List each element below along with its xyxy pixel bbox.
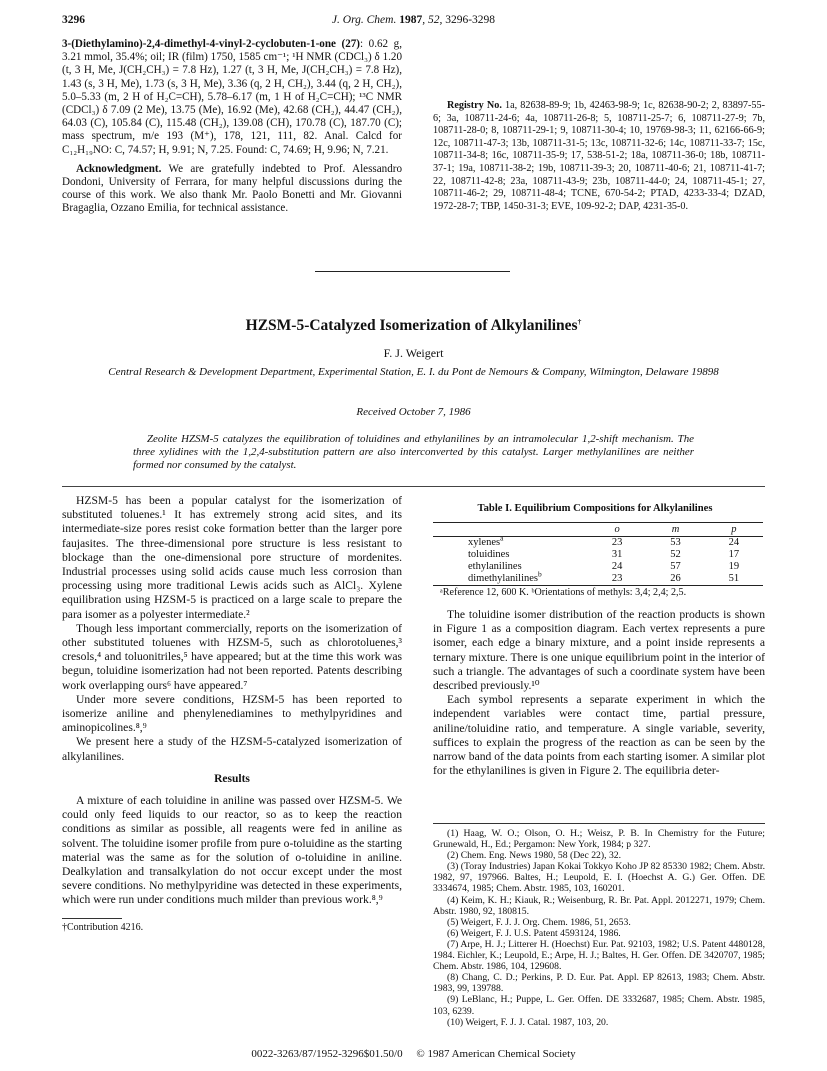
references-rule	[433, 823, 765, 824]
table-footnote: ᵃReference 12, 600 K. ᵇOrientations of methyls: 3,4; 2,4; 2,5.	[440, 587, 687, 598]
reference-item: (7) Arpe, H. J.; Litterer H. (Hoechst) Eur. Pat. 92103, 1982; U.S. Patent 4480128, 1984. Eichler, K.; Leupold, E.; Arpe, H. J.; Baltes, H. Ger. Offen. DE 3420707, 1985; Chem. Abstr. 1986, 104, 129608.	[433, 938, 765, 973]
equilibrium-table	[433, 522, 763, 586]
reference-item: (10) Weigert, F. J. J. Catal. 1987, 103, 20.	[447, 1016, 609, 1028]
abstract-divider	[62, 486, 765, 487]
reference-item: (4) Keim, K. H.; Kiauk, R.; Weisenburg, R. Br. Pat. Appl. 2012271, 1979; Chem. Abstr. 1980, 92, 180815.	[433, 894, 765, 917]
reference-item: (9) LeBlanc, H.; Puppe, L. Ger. Offen. DE 3332687, 1985; Chem. Abstr. 1985, 103, 6239.	[433, 994, 765, 1017]
footnote-rule	[62, 918, 122, 919]
table-row: toluidines 31 52 17	[468, 549, 740, 560]
paragraph-4: We present here a study of the HZSM-5-catalyzed isomerization of alkylanilines.	[62, 735, 402, 763]
copyright: © 1987 American Chemical Society	[416, 1048, 576, 1060]
page-footer	[0, 1048, 827, 1060]
compound-characterization: 3-(Diethylamino)-2,4-dimethyl-4-vinyl-2-cyclobuten-1-one (27): 0.62 g, 3.21 mmol, 35.4%; oil; IR (film) 1750, 1585 cm⁻¹; ¹H NMR (CDCl₃) δ 1.20 (t, 3 H, Me, J(CH₂CH₃) = 7.8 Hz), 1.27 (t, 3 H, Me, J(CH₂CH₃) = 7.8 Hz), 1.43 (s, 3 H, Me), 1.73 (s, 3 H, Me), 3.36 (q, 2 H, CH₂), 3.44 (q, 2 H, CH₂), 5.0–5.33 (m, 2 H of H₂C=CH), 5.78–6.17 (m, 1 H of H₂C=CH); ¹³C NMR (CDCl₃) δ 7.09 (2 Me), 13.75 (Me), 16.92 (Me), 42.68 (CH₂), 44.47 (CH₂), 64.03 (C), 105.84 (C), 115.48 (CH₂), 139.08 (CH), 170.78 (C), 187.70 (C); mass spectrum, m/e 193 (M⁺), 178, 121, 111, 82. Anal. Calcd for C₁₂H₁₉NO: C, 74.57; H, 9.91; N, 7.25. Found: C, 74.69; H, 9.96; N, 7.21.	[62, 38, 402, 156]
registry-numbers: Registry No. 1a, 82638-89-9; 1b, 42463-98-9; 1c, 82638-90-2; 2, 83897-55-6; 3a, 108711-24-6; 4a, 108711-26-8; 5, 108711-25-7; 6, 108711-27-9; 7b, 108711-28-0; 8, 108711-29-1; 9, 108711-30-4; 10, 19769-98-3; 11, 62166-66-9; 12c, 108711-47-3; 13b, 108711-31-5; 13c, 108711-32-6; 14c, 108711-33-7; 15c, 108711-34-8; 16c, 108711-35-9; 17, 538-51-2; 18a, 108711-36-0; 18b, 108711-37-1; 19a, 108711-38-2; 19b, 108711-39-3; 20, 108711-40-6; 21, 108711-41-7; 22, 108711-42-8; 23a, 108711-43-9; 23b, 108711-44-0; 24, 108711-45-1; 27, 108711-46-2; 29, 108711-48-4; TCNE, 670-54-2; PTAD, 4233-33-4; DZAD, 1972-28-7; TBP, 1450-31-3; EVE, 109-92-2; DAP, 4231-35-0.	[433, 100, 765, 212]
journal-citation: J. Org. Chem. 1987, 52, 3296-3298	[331, 14, 496, 26]
footnote-contribution: †Contribution 4216.	[62, 921, 144, 933]
reference-item: (3) (Toray Industries) Japan Kokai Tokkyo Koho JP 82 85330 1982; Chem. Abstr. 1982, 97, 197966. Baltes, H.; Leupold, E. I. (Hoechst A. G.) Ger. Offen. DE 3334674, 1985; Chem. Abstr. 1985, 103, 160201.	[433, 861, 765, 895]
paragraph-3: Under more severe conditions, HZSM-5 has been reported to isomerize aniline and phenylenediamines to methylpyridines and aminopicolines.⁸,⁹	[62, 692, 402, 735]
paragraph-symbols: Each symbol represents a separate experiment in which the independent variables were contact time, partial pressure, aniline/toluidine ratio, and temperature. A single variable, severity, suffices to explain the progress of the reaction as can be seen by the narrow band of the data points from each starting isomer. A similar plot for the ethylanilines is given in Figure 2. The equilibria deter-	[433, 693, 765, 778]
acknowledgment-text: We are gratefully indebted to Prof. Alessandro Dondoni, University of Ferrara, for many helpful discussions during the course of this work. We also thank Mr. Paolo Bonetti and Mr. Giovanni Bragaglia, Ozzano Emilia, for technical assistance.	[62, 162, 402, 215]
col-header-p: p	[705, 523, 763, 537]
reference-item: (8) Chang, C. D.; Perkins, P. D. Eur. Pat. Appl. EP 82613, 1983; Chem. Abstr. 1983, 99, 139788.	[433, 972, 765, 995]
col-header-m: m	[646, 523, 704, 537]
paragraph-intro: HZSM-5 has been a popular catalyst for the isomerization of substituted toluenes.¹ It has extremely strong acid sites, and its intermediate-size pores resist coke formation better than the larger pore faujasites. The three-dimensional pore structure is less resistant to blockage than the one-dimensional pore structure of mordenites. Industrial processes using solid acids cause much less corrosion than processing using more traditional Lewis acids such as AlCl₃. Xylene equilibration using HZSM-5 is practiced on a large scale to prepare the para isomer as a polyester intermediate.²	[62, 494, 402, 621]
prev-article-left	[62, 38, 402, 216]
paragraph-results: A mixture of each toluidine in aniline was passed over HZSM-5. We could only feed liquids to our reactor, so as to keep the reaction conditions as similar as possible, all reagents were fed in aniline as solvent. The toluidine isomer profile from pure o-toluidine as the starting material was the same as for the solution of o-toluidine in aniline. Dealkylation and transalkylation do not occur except under the most severe conditions. No methylpyridine was detected in these experiments, which were run under conditions much milder than previous work.⁸,⁹	[62, 794, 402, 907]
table-row: xylenes$^a$ 23 53 24	[468, 533, 740, 548]
affiliation: Central Research & Development Department, Experimental Station, E. I. du Pont de Nemours & Company, Wilmington, Delaware 19898	[108, 366, 719, 378]
paragraph-2: Though less important commercially, reports on the isomerization of other substituted toluenes with HZSM-5, such as chlorotoluenes,³ cresols,⁴ and toluonitriles,⁵ have appeared; but at the time this work was begun, toluidine isomerization had not been reported. Patents describing work overlapping ours⁶ have appeared.⁷	[62, 621, 402, 692]
received-date: Received October 7, 1986	[356, 406, 471, 418]
main-right-column	[433, 608, 765, 778]
paragraph-composition: The toluidine isomer distribution of the reaction products is shown in Figure 1 as a composition diagram. Each vertex represents a pure isomer, each edge a binary mixture, and a point inside represents a ternary mixture. There is one unique equilibrium point in the interior of such a triangle. The advantages of such a coordinate system have been described previously.¹⁰	[433, 608, 765, 693]
article-code: 0022-3263/87/1952-3296$01.50/0	[251, 1048, 403, 1060]
table-row: ethylanilines 24 57 19	[468, 561, 740, 572]
reference-item: (1) Haag, W. O.; Olson, O. H.; Weisz, P. B. In Chemistry for the Future; Grunewald, H., Ed.; Pergamon: New York, 1984; p 327.	[433, 828, 765, 851]
reference-item: (2) Chem. Eng. News 1980, 58 (Dec 22), 32.	[447, 850, 622, 862]
acknowledgment: Acknowledgment. We are gratefully indebted to Prof. Alessandro Dondoni, University of Ferrara, for many helpful discussions during the course of this work. We also thank Mr. Paolo Bonetti and Mr. Giovanni Bragaglia, Ozzano Emilia, for technical assistance.	[62, 162, 402, 215]
author: F. J. Weigert	[383, 346, 444, 360]
page-number: 3296	[62, 14, 85, 26]
article-divider	[315, 271, 510, 272]
reference-item: (5) Weigert, F. J. J. Org. Chem. 1986, 51, 2653.	[447, 916, 631, 928]
main-left-column	[62, 494, 402, 934]
table-title: Table I. Equilibrium Compositions for Alkylanilines	[477, 503, 713, 514]
section-heading-results: Results	[214, 772, 250, 785]
abstract: Zeolite HZSM-5 catalyzes the equilibration of toluidines and ethylanilines by an intramolecular 1,2-shift mechanism. The three xylidines with the 1,2,4-substitution pattern are also interconverted by this catalyst. Larger methylanilines are neither formed nor consumed by the catalyst.	[133, 433, 694, 471]
article-title: HZSM-5-Catalyzed Isomerization of Alkylanilines†	[245, 316, 582, 334]
col-header-o: o	[588, 523, 646, 537]
table-row: dimethylanilines$^b$ 23 26 51	[433, 573, 763, 586]
running-header	[62, 14, 765, 30]
reference-item: (6) Weigert, F. J. U.S. Patent 4593124, 1986.	[447, 927, 621, 939]
table-header-row	[433, 523, 763, 537]
references-list	[433, 828, 765, 1028]
